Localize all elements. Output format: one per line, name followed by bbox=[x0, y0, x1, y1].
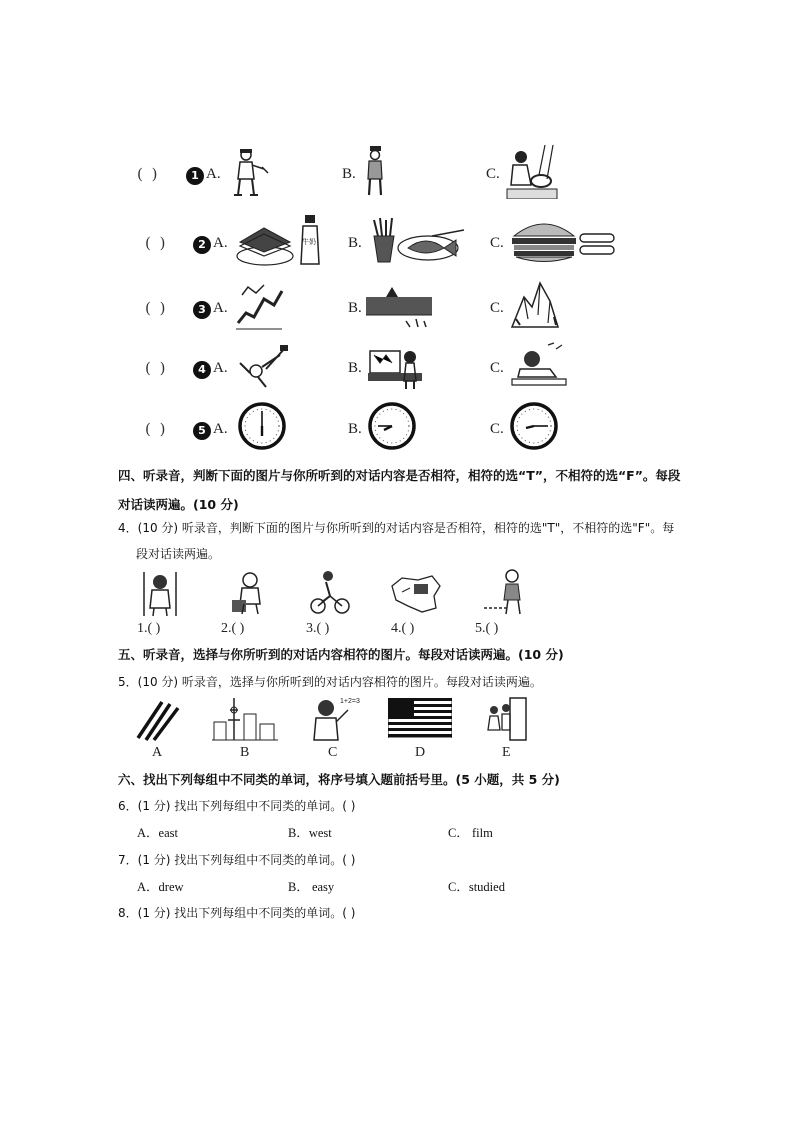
milk-label: 牛奶 bbox=[302, 238, 316, 246]
question-number-badge: 5 bbox=[193, 422, 211, 440]
great-wall-image bbox=[234, 283, 284, 331]
picture-label-1[interactable]: 1.( ) bbox=[137, 621, 161, 636]
answer-paren[interactable]: ( ) bbox=[145, 359, 168, 377]
option-b-label: B. bbox=[348, 300, 362, 316]
clock-face-image bbox=[368, 402, 416, 450]
section-4-heading-line-2: 对话读两遍。(10 分) bbox=[118, 497, 239, 512]
option-b-label: B. bbox=[348, 421, 362, 437]
question-4-stem-line-1: 4．(10 分) 听录音，判断下面的图片与你所听到的对话内容是否相符，相符的选"T"，不相符的选"F"。每 bbox=[118, 521, 675, 535]
option-a-label: A. bbox=[213, 421, 228, 437]
question-6-choice-c[interactable]: C． film bbox=[448, 826, 493, 840]
option-c-label: C. bbox=[490, 360, 504, 376]
listening-row-2 bbox=[0, 210, 794, 270]
question-5-stem: 5．(10 分) 听录音，选择与你所听到的对话内容相符的图片。每段对话读两遍。 bbox=[118, 675, 542, 689]
section-4-heading-line-1: 四、听录音，判断下面的图片与你所听到的对话内容是否相符，相符的选“T”，不相符的选“F”。每段 bbox=[118, 468, 681, 483]
police-figure-image bbox=[362, 145, 388, 199]
option-b-label: B. bbox=[342, 166, 356, 182]
question-8-stem: 8．(1 分) 找出下列每组中不同类的单词。( ) bbox=[118, 906, 356, 920]
answer-paren[interactable]: ( ) bbox=[145, 234, 168, 252]
option-a-label: A. bbox=[206, 166, 221, 182]
girl-at-door-image bbox=[140, 570, 180, 618]
worker-figure-image bbox=[228, 147, 270, 199]
question-6-stem: 6．(1 分) 找出下列每组中不同类的单词。( ) bbox=[118, 799, 356, 813]
driver-figure-image bbox=[503, 145, 561, 199]
picture-label-4[interactable]: 4.( ) bbox=[391, 621, 415, 636]
question-7-stem: 7．(1 分) 找出下列每组中不同类的单词。( ) bbox=[118, 853, 356, 867]
hamburger-and-sausages-image bbox=[510, 216, 620, 266]
answer-paren[interactable]: ( ) bbox=[145, 299, 168, 317]
jumping-boy-image bbox=[236, 341, 292, 391]
picture-label-d: D bbox=[415, 745, 426, 760]
question-number-badge: 3 bbox=[193, 301, 211, 319]
boy-with-suitcase-image bbox=[228, 570, 268, 616]
clock-face-image bbox=[510, 402, 558, 450]
option-b-label: B. bbox=[348, 235, 362, 251]
board-text: 1+2=3 bbox=[340, 698, 360, 705]
question-number-badge: 2 bbox=[193, 236, 211, 254]
question-number-badge: 4 bbox=[193, 361, 211, 379]
picture-label-e: E bbox=[502, 745, 511, 760]
answer-paren[interactable]: ( ) bbox=[137, 165, 160, 183]
listening-row-1 bbox=[0, 145, 794, 205]
option-c-label: C. bbox=[486, 166, 500, 182]
answer-paren[interactable]: ( ) bbox=[145, 420, 168, 438]
picture-label-b: B bbox=[240, 745, 250, 760]
palace-image bbox=[366, 283, 434, 329]
mountain-image bbox=[510, 279, 560, 331]
usa-flag-image bbox=[388, 698, 452, 738]
picture-label-2[interactable]: 2.( ) bbox=[221, 621, 245, 636]
option-c-label: C. bbox=[490, 300, 504, 316]
option-a-label: A. bbox=[213, 235, 228, 251]
sleeping-boy-image bbox=[510, 339, 568, 389]
question-7-choice-c[interactable]: C．studied bbox=[448, 880, 505, 894]
kitchen-scene-image bbox=[366, 341, 428, 391]
children-at-door-image bbox=[484, 696, 530, 742]
listening-row-4 bbox=[0, 335, 794, 395]
chopsticks-image bbox=[132, 700, 182, 742]
option-c-label: C. bbox=[490, 421, 504, 437]
question-6-choice-b[interactable]: B．west bbox=[288, 826, 332, 840]
cyclist-image bbox=[308, 568, 352, 616]
question-number-badge: 1 bbox=[186, 167, 204, 185]
question-7-choice-b[interactable]: B． easy bbox=[288, 880, 335, 894]
picture-label-5[interactable]: 5.( ) bbox=[475, 621, 499, 636]
section-6-heading: 六、找出下列每组中不同类的单词，将序号填入题前括号里。(5 小题，共 5 分) bbox=[118, 772, 560, 787]
gardener-image bbox=[482, 568, 526, 616]
option-a-label: A. bbox=[213, 360, 228, 376]
listening-row-3 bbox=[0, 275, 794, 335]
fries-and-fish-image bbox=[370, 216, 466, 266]
sandwich-image bbox=[236, 220, 294, 266]
section-5-heading: 五、听录音，选择与你所听到的对话内容相符的图片。每段对话读两遍。(10 分) bbox=[118, 647, 564, 662]
clock-face-image bbox=[238, 402, 286, 450]
option-b-label: B. bbox=[348, 360, 362, 376]
question-6-choice-a[interactable]: A．east bbox=[137, 826, 178, 840]
option-a-label: A. bbox=[213, 300, 228, 316]
city-tower-image bbox=[212, 696, 278, 742]
listening-row-5 bbox=[0, 398, 794, 458]
question-4-stem-line-2: 段对话读两遍。 bbox=[136, 547, 221, 561]
picture-label-c: C bbox=[328, 745, 338, 760]
china-map-image bbox=[388, 574, 442, 614]
picture-label-3[interactable]: 3.( ) bbox=[306, 621, 330, 636]
question-7-choice-a[interactable]: A．drew bbox=[137, 880, 184, 894]
picture-label-a: A bbox=[152, 745, 163, 760]
option-c-label: C. bbox=[490, 235, 504, 251]
